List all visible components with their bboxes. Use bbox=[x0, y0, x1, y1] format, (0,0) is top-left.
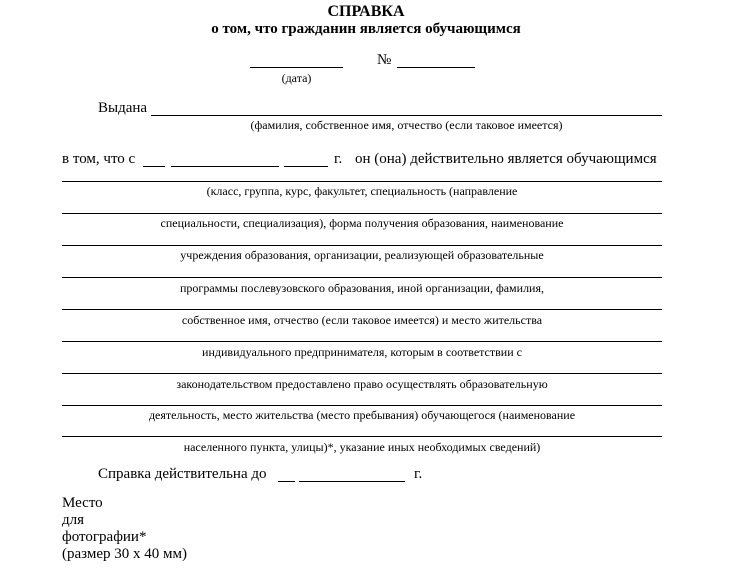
issued-label: Выдана bbox=[98, 100, 148, 116]
detail-rule bbox=[62, 309, 662, 310]
valid-day-line bbox=[278, 481, 295, 482]
detail-rule bbox=[62, 405, 662, 406]
since-prefix: в том, что с bbox=[62, 151, 136, 167]
since-year-abbr: г. bbox=[334, 151, 343, 167]
detail-rule bbox=[62, 245, 662, 246]
detail-rule bbox=[62, 373, 662, 374]
document-subtitle: о том, что гражданин является обучающимся bbox=[211, 21, 521, 37]
date-line bbox=[250, 67, 343, 68]
document-title: СПРАВКА bbox=[327, 3, 405, 20]
issued-line bbox=[151, 115, 662, 116]
detail-line-2: специальности, специализация), форма получения образования, наименование bbox=[160, 216, 564, 230]
detail-line-7: законодательством предоставлено право осуществлять образовательную bbox=[176, 377, 548, 391]
detail-line-3: учреждения образования, организации, реализующей образовательные bbox=[180, 248, 544, 262]
detail-rule bbox=[62, 277, 662, 278]
detail-rule bbox=[62, 213, 662, 214]
valid-until-label: Справка действительна до bbox=[98, 466, 267, 482]
detail-line-8: деятельность, место жительства (место пребывания) обучающегося (наименование bbox=[148, 408, 576, 422]
since-month-line bbox=[171, 166, 279, 167]
detail-rule bbox=[62, 436, 662, 437]
valid-month-line bbox=[299, 481, 405, 482]
since-day-line bbox=[143, 166, 165, 167]
photo-line-3: фотографии* bbox=[62, 529, 147, 545]
since-suffix: он (она) действительно является обучающимся bbox=[355, 151, 657, 167]
photo-line-4: (размер 30 х 40 мм) bbox=[62, 546, 187, 562]
detail-rule bbox=[62, 341, 662, 342]
detail-rule bbox=[62, 181, 662, 182]
photo-line-2: для bbox=[62, 512, 85, 528]
number-line bbox=[397, 67, 475, 68]
valid-year-abbr: г. bbox=[414, 466, 423, 482]
detail-line-6: индивидуального предпринимателя, которым в соответствии с bbox=[202, 345, 522, 359]
detail-line-1: (класс, группа, курс, факультет, специальность (направление bbox=[206, 184, 518, 198]
since-year-line bbox=[284, 166, 328, 167]
number-sign: № bbox=[377, 52, 392, 68]
date-caption: (дата) bbox=[281, 71, 312, 85]
detail-line-4: программы послевузовского образования, иной организации, фамилия, bbox=[179, 281, 544, 295]
detail-line-5: собственное имя, отчество (если таковое имеется) и место жительства bbox=[181, 313, 543, 327]
issued-caption: (фамилия, собственное имя, отчество (если таковое имеется) bbox=[250, 118, 563, 132]
photo-line-1: Место bbox=[62, 495, 103, 511]
detail-line-9: населенного пункта, улицы)*, указание иных необходимых сведений) bbox=[183, 440, 541, 454]
